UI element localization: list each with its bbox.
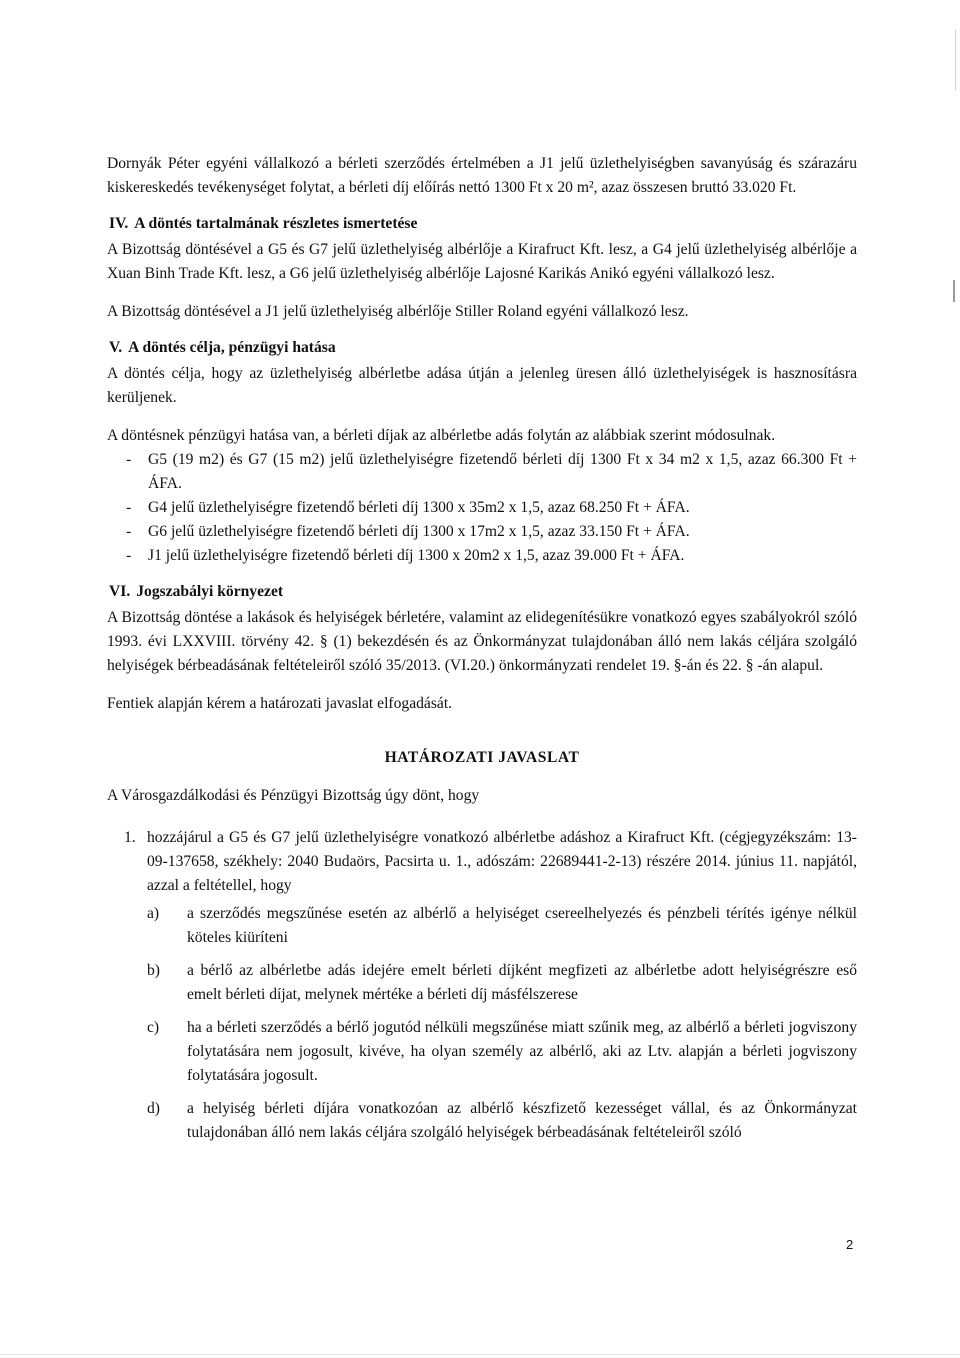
section-v-number: V. bbox=[109, 339, 123, 356]
condition-text: a szerződés megszűnése esetén az albérlő a helyiséget csereelhelyezés és pénzbeli térítés igénye nélkül köteles kiüríteni bbox=[187, 905, 857, 946]
section-iv-number: IV. bbox=[109, 215, 129, 232]
section-vi-title: Jogszabályi környezet bbox=[136, 583, 284, 600]
fee-list-item-text: G4 jelű üzlethelyiségre fizetendő bérleti díj 1300 x 35m2 x 1,5, azaz 68.250 Ft + ÁFA. bbox=[148, 499, 690, 516]
document-body bbox=[107, 152, 857, 1154]
proposal-item-marker: 1. bbox=[124, 829, 136, 846]
section-v-paragraph-2: A döntésnek pénzügyi hatása van, a bérleti díjak az albérletbe adás folytán az alábbiak szerint módosulnak. bbox=[107, 427, 776, 444]
condition-item bbox=[147, 902, 857, 950]
page-number: 2 bbox=[846, 1237, 854, 1252]
intro-paragraph: Dornyák Péter egyéni vállalkozó a bérleti szerződés értelmében a J1 jelű üzlethelyiségben savanyúság és szárazáru kiskereskedés tevékenységet folytat, a bérleti díj előírás nettó 1300 Ft x 20 m², azaz összesen bruttó 33.020 Ft. bbox=[107, 155, 857, 196]
section-iv-paragraph-2: A Bizottság döntésével a J1 jelű üzlethelyiség albérlője Stiller Roland egyéni vállalkozó lesz. bbox=[107, 303, 689, 320]
section-iv-heading bbox=[107, 212, 857, 236]
fee-list-item bbox=[107, 544, 857, 568]
proposal-title: HATÁROZATI JAVASLAT bbox=[384, 749, 580, 766]
section-v-paragraph-1: A döntés célja, hogy az üzlethelyiség albérletbe adása útján a jelenleg üresen álló üzlethelyiségek is hasznosításra kerüljenek. bbox=[107, 365, 857, 406]
scan-edge-mark bbox=[953, 280, 955, 302]
condition-text: ha a bérleti szerződés a bérlő jogutód nélküli megszűnése miatt szűnik meg, az albérlő a bérleti jogviszony folytatására nem jogosult, kivéve, ha olyan személy az albérlő, aki az Ltv. alapján a bérleti jogviszony folytatására jogosult. bbox=[187, 1019, 857, 1084]
section-vi-heading bbox=[107, 580, 857, 604]
condition-list bbox=[147, 902, 857, 1145]
condition-marker: c) bbox=[147, 1019, 160, 1036]
condition-item bbox=[147, 1016, 857, 1088]
section-v-title: A döntés célja, pénzügyi hatása bbox=[128, 339, 336, 356]
list-dash: - bbox=[126, 451, 132, 468]
list-dash: - bbox=[126, 547, 132, 564]
condition-text: a helyiség bérleti díjára vonatkozóan az albérlő készfizető kezességet vállal, és az Önkormányzat tulajdonában álló nem lakás céljára szolgáló helyiségek bérbeadásának feltételeiről szóló bbox=[187, 1100, 857, 1141]
section-vi-paragraph-1: A Bizottság döntése a lakások és helyiségek bérletére, valamint az elidegenítésükre vonatkozó egyes szabályokról szóló 1993. évi LXXVIII. törvény 42. § (1) bekezdésén és az Önkormányzat tulajdonában álló nem lakás céljára szolgáló helyiségek bérbeadásának feltételeiről szóló 35/2013. (VI.20.) önkormányzati rendelet 19. §-án és 22. § -án alapul. bbox=[107, 609, 857, 674]
list-dash: - bbox=[126, 499, 132, 516]
proposal-item bbox=[107, 826, 857, 1145]
proposal-item-text: hozzájárul a G5 és G7 jelű üzlethelyiségre vonatkozó albérletbe adáshoz a Kirafruct Kft. (cégjegyzékszám: 13-09-137658, székhely: 2040 Budaörs, Pacsirta u. 1., adószám: 22689441-2-13) részére 2014. június 11. napjától, azzal a feltétellel, hogy bbox=[147, 829, 857, 894]
section-vi-number: VI. bbox=[109, 583, 131, 600]
fee-list bbox=[107, 448, 857, 568]
section-v-heading bbox=[107, 336, 857, 360]
list-dash: - bbox=[126, 523, 132, 540]
condition-marker: d) bbox=[147, 1100, 160, 1117]
section-vi-paragraph-2: Fentiek alapján kérem a határozati javaslat elfogadását. bbox=[107, 695, 453, 712]
section-iv-title: A döntés tartalmának részletes ismertetése bbox=[134, 215, 418, 232]
condition-marker: a) bbox=[147, 905, 160, 922]
condition-marker: b) bbox=[147, 962, 160, 979]
fee-list-item-text: G6 jelű üzlethelyiségre fizetendő bérleti díj 1300 x 17m2 x 1,5, azaz 33.150 Ft + ÁFA. bbox=[148, 523, 690, 540]
scan-edge-mark bbox=[0, 1354, 960, 1355]
scan-edge-mark bbox=[955, 30, 956, 90]
fee-list-item bbox=[107, 520, 857, 544]
fee-list-item-text: G5 (19 m2) és G7 (15 m2) jelű üzlethelyiségre fizetendő bérleti díj 1300 Ft x 34 m2 x 1,5, azaz 66.300 Ft + ÁFA. bbox=[148, 451, 857, 492]
condition-item bbox=[147, 1097, 857, 1145]
fee-list-item-text: J1 jelű üzlethelyiségre fizetendő bérleti díj 1300 x 20m2 x 1,5, azaz 39.000 Ft + ÁFA. bbox=[148, 547, 685, 564]
condition-item bbox=[147, 959, 857, 1007]
proposal-list bbox=[107, 826, 857, 1145]
condition-text: a bérlő az albérletbe adás idejére emelt bérleti díjként megfizeti az albérletbe adott helyiségrészre eső emelt bérleti díjat, melynek mértéke a bérleti díj másfélszerese bbox=[187, 962, 857, 1003]
fee-list-item bbox=[107, 496, 857, 520]
section-iv-paragraph-1: A Bizottság döntésével a G5 és G7 jelű üzlethelyiség albérlője a Kirafruct Kft. lesz, a G4 jelű üzlethelyiség albérlője a Xuan Binh Trade Kft. lesz, a G6 jelű üzlethelyiség albérlője Lajosné Karikás Anikó egyéni vállalkozó lesz. bbox=[107, 241, 857, 282]
proposal-intro: A Városgazdálkodási és Pénzügyi Bizottság úgy dönt, hogy bbox=[107, 787, 480, 804]
fee-list-item bbox=[107, 448, 857, 496]
